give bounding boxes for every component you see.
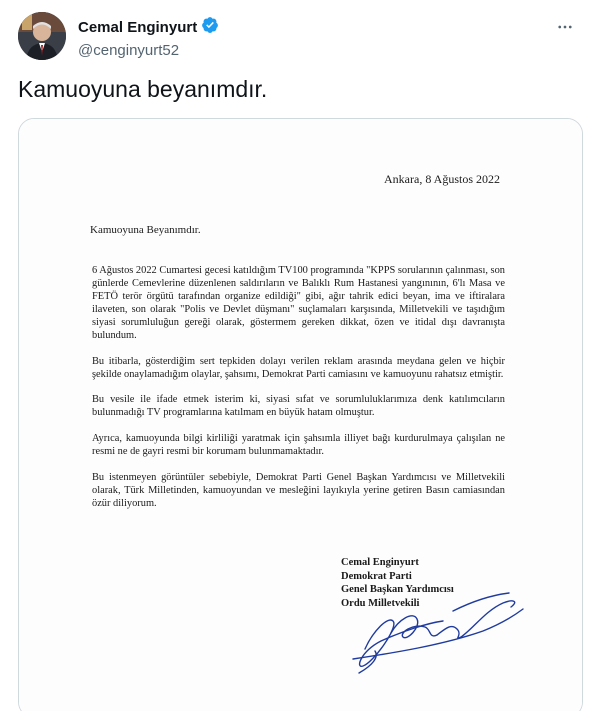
tweet-media-card[interactable]: [18, 118, 583, 711]
letter-document: [19, 119, 583, 711]
signature-title: Genel Başkan Yardımcısı: [341, 584, 454, 595]
letter-paragraph: Bu vesile ile ifade etmek isterim ki, siyasi sıfat ve sorumluluklarımıza denk katılımcıların bulunmadığı TV programlarına katılmam en büyük hatam olmuştur.: [92, 394, 505, 418]
letter-paragraph: 6 Ağustos 2022 Cumartesi gecesi katıldığım TV100 programında "KPPS sorularının çalınması, son günlerde Cemevlerine düzenlenen saldırıların ve Balıklı Rum Hastanesi yangınının, 6'lı Masa ve FETÖ terör örgütü tarafından organize edildiği" gibi, ağır tahrik edici beyan, ima ve iftiralara ilaveten, son olarak "Polis ve Devlet düşmanı" suçlamaları karşısında, Milletvekili ve taşıdığım siyasi sorumluluğun gereği olarak, göstermem gereken dikkat, özen ve itidal dışı davranışta bulundum.: [92, 265, 505, 341]
signature-role: Ordu Milletvekili: [341, 597, 420, 609]
display-name[interactable]: Cemal Enginyurt: [78, 19, 198, 36]
tweet-header: [18, 12, 578, 62]
tweet-text: Kamuoyuna beyanımdır.: [18, 76, 268, 102]
avatar[interactable]: [18, 12, 66, 60]
signature-name: Cemal Enginyurt: [341, 557, 419, 568]
letter-date: Ankara, 8 Ağustos 2022: [384, 172, 500, 186]
handwritten-signature: [333, 571, 533, 681]
letter-body: [92, 264, 505, 523]
author-info: [78, 16, 219, 59]
letter-paragraph: Bu itibarla, gösterdiğim sert tepkiden dolayı verilen reklam arasında meydana gelen ve hiçbir şekilde onaylamadığım olaylar, şahsımı, Demokrat Parti camiasını ve kamuoyunu rahatsız etmiştir.: [92, 356, 505, 380]
letter-paragraph: Ayrıca, kamuoyunda bilgi kirliliği yaratmak için şahsımla illiyet bağı kurdurulmaya çalışılan ne resmi ne de gayri resmi bir korumam bulunmamaktadır.: [92, 433, 505, 457]
avatar-image: [18, 12, 66, 60]
letter-salutation: Kamuoyuna Beyanımdır.: [90, 224, 201, 236]
letter-paragraph: Bu istenmeyen görüntüler sebebiyle, Demokrat Parti Genel Başkan Yardımcısı ve Milletvekili olarak, Türk Milletinden, kamuoyundan ve mesleğini layıkıyla yerine getiren Basın camiasından özür diliyorum.: [92, 472, 505, 509]
handle[interactable]: @cenginyurt52: [78, 42, 180, 59]
more-options-icon[interactable]: [554, 16, 576, 38]
signature-party: Demokrat Parti: [341, 570, 412, 582]
verified-badge-icon: [201, 16, 219, 39]
display-name-row: [78, 16, 219, 39]
